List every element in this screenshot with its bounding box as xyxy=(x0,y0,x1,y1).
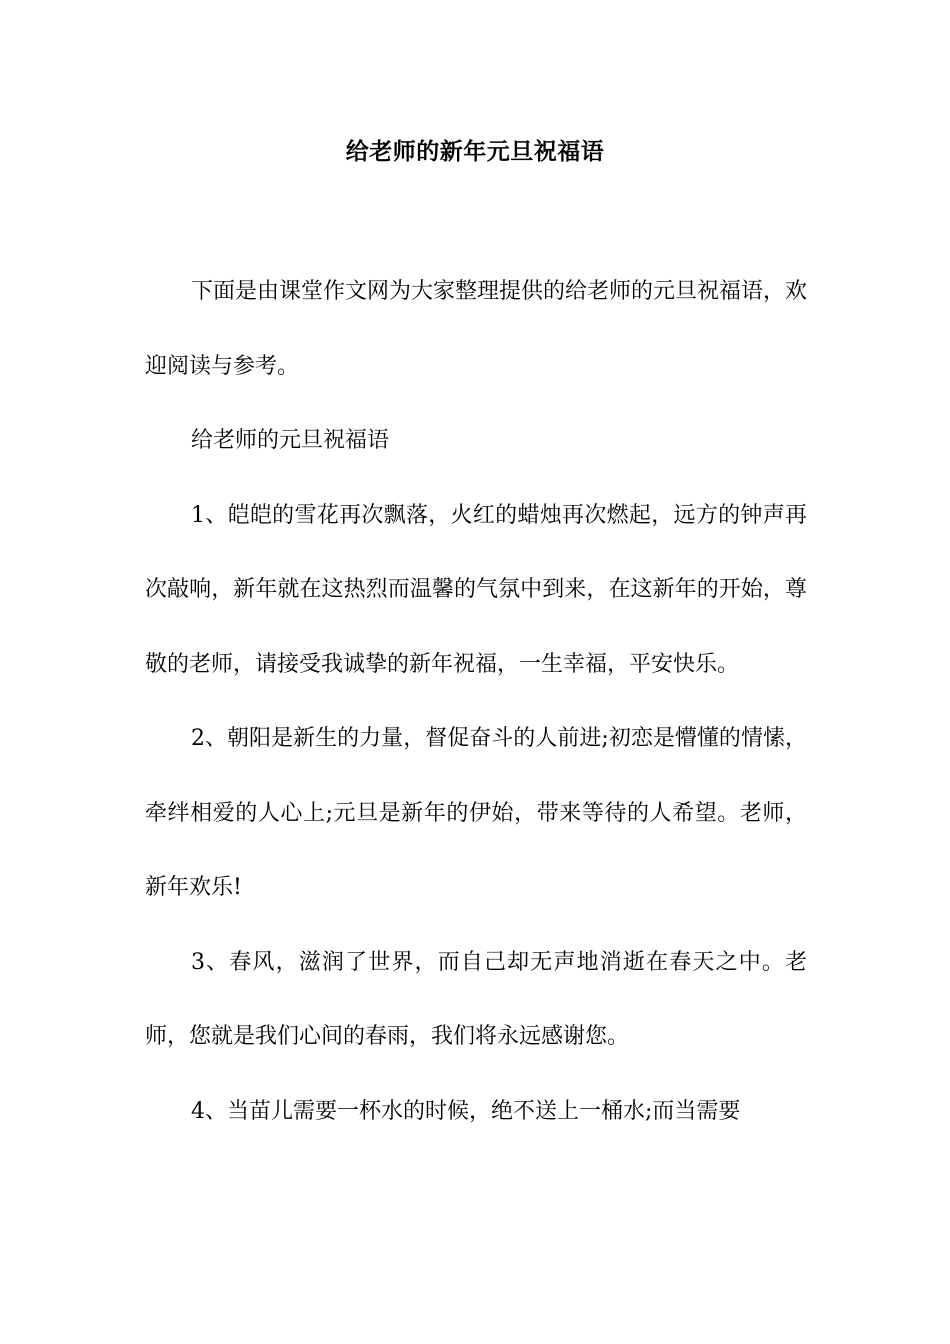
paragraph-intro: 下面是由课堂作文网为大家整理提供的给老师的元旦祝福语，欢迎阅读与参考。 xyxy=(145,279,808,379)
paragraph-subheading: 给老师的元旦祝福语 xyxy=(191,428,390,453)
document-title: 给老师的新年元旦祝福语 xyxy=(345,138,605,165)
paragraph-greeting-4: 4、当苗儿需要一杯水的时候，绝不送上一桶水;而当需要 xyxy=(191,1098,741,1124)
paragraph-greeting-3: 3、春风，滋润了世界，而自己却无声地消逝在春天之中。老师，您就是我们心间的春雨，我们将永远感谢您。 xyxy=(145,949,807,1049)
document-body xyxy=(145,255,807,1149)
paragraph-greeting-1: 1、皑皑的雪花再次飘落，火红的蜡烛再次燃起，远方的钟声再次敲响，新年就在这热烈而温馨的气氛中到来，在这新年的开始，尊敬的老师，请接受我诚挚的新年祝福，一生幸福，平安快乐。 xyxy=(145,502,807,677)
paragraph-greeting-2: 2、朝阳是新生的力量，督促奋斗的人前进;初恋是懵懂的情愫，牵绊相爱的人心上;元旦是新年的伊始，带来等待的人希望。老师，新年欢乐! xyxy=(145,726,807,900)
